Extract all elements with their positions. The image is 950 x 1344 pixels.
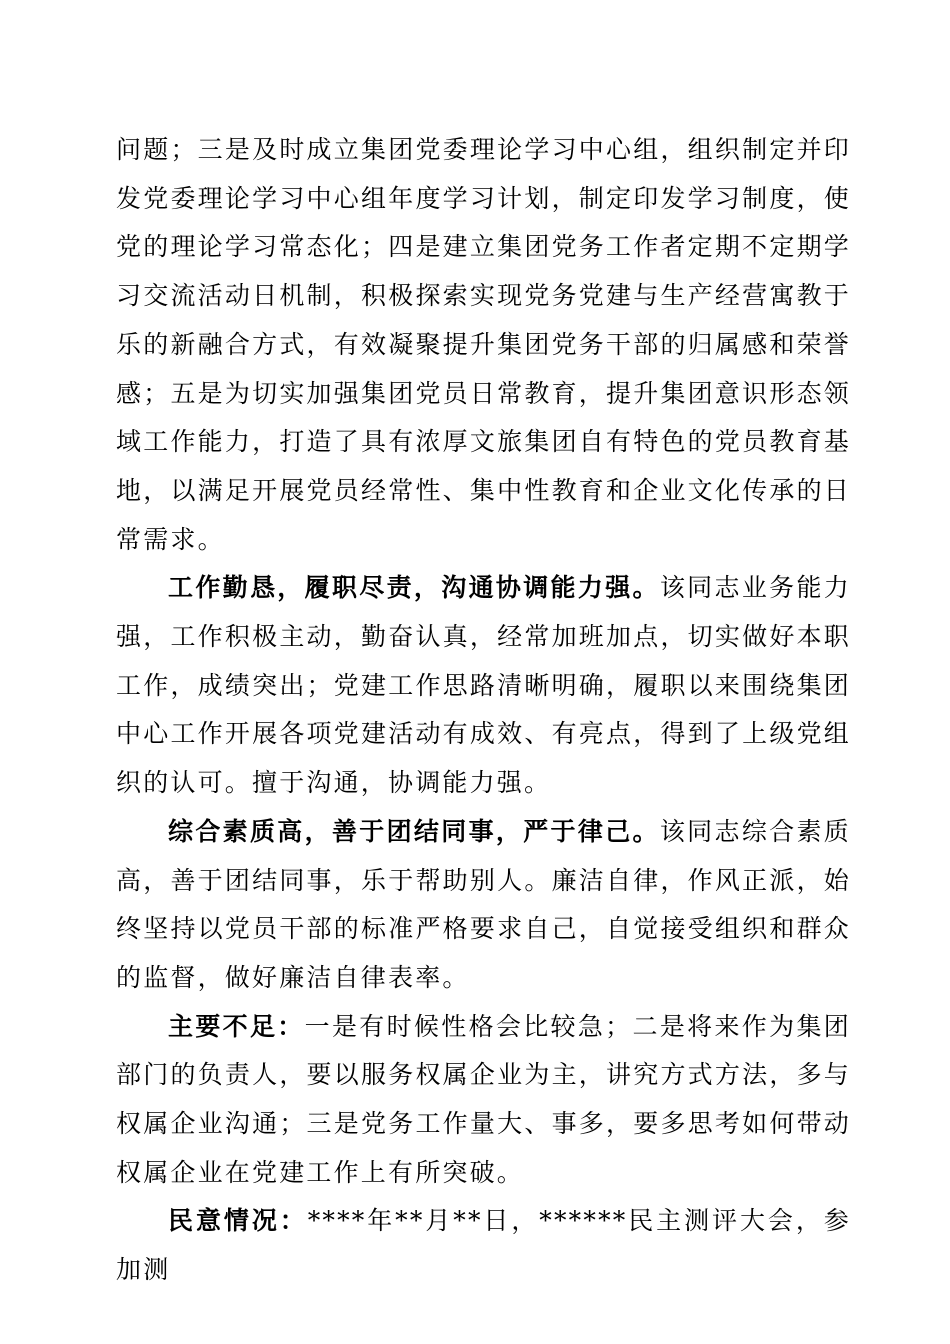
paragraph-text: ****年**月**日，******民主测评大会，参加测	[116, 1206, 851, 1285]
document-body	[116, 126, 851, 1295]
paragraph-heading: 民意情况：	[168, 1206, 308, 1236]
paragraph-overall-quality	[116, 808, 851, 1003]
paragraph-public-opinion	[116, 1197, 851, 1294]
paragraph-text: 该同志业务能力强，工作积极主动，勤奋认真，经常加班加点，切实做好本职工作，成绩突出；党建工作思路清晰明确，履职以来围绕集团中心工作开展各项党建活动有成效、有亮点，得到了上级党组织的认可。擅于沟通，协调能力强。	[116, 573, 851, 798]
paragraph-heading: 工作勤恳，履职尽责，沟通协调能力强。	[168, 573, 660, 603]
paragraph-shortcomings	[116, 1003, 851, 1198]
paragraph-work-diligence	[116, 564, 851, 808]
paragraph-text: 一是有时候性格会比较急；二是将来作为集团部门的负责人，要以服务权属企业为主，讲究方式方法，多与权属企业沟通；三是党务工作量大、事多，要多思考如何带动权属企业在党建工作上有所突破。	[116, 1011, 851, 1187]
paragraph-heading: 综合素质高，善于团结同事，严于律己。	[168, 816, 660, 846]
paragraph-text: 问题；三是及时成立集团党委理论学习中心组，组织制定并印发党委理论学习中心组年度学习计划，制定印发学习制度，使党的理论学习常态化；四是建立集团党务工作者定期不定期学习交流活动日机制，积极探索实现党务党建与生产经营寓教于乐的新融合方式，有效凝聚提升集团党务干部的归属感和荣誉感；五是为切实加强集团党员日常教育，提升集团意识形态领域工作能力，打造了具有浓厚文旅集团自有特色的党员教育基地，以满足开展党员经常性、集中性教育和企业文化传承的日常需求。	[116, 135, 851, 554]
paragraph-heading: 主要不足：	[168, 1011, 305, 1041]
paragraph-continuation	[116, 126, 851, 564]
paragraph-text: 该同志综合素质高，善于团结同事，乐于帮助别人。廉洁自律，作风正派，始终坚持以党员干部的标准严格要求自己，自觉接受组织和群众的监督，做好廉洁自律表率。	[116, 816, 851, 992]
